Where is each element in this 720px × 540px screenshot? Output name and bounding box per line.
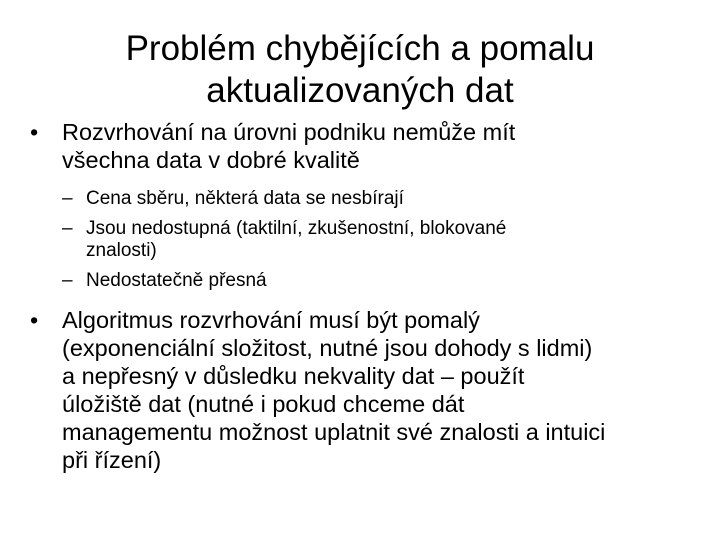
slide-title-line: aktualizovaných dat	[206, 71, 514, 110]
bullet-item	[28, 118, 708, 174]
sub-item	[28, 270, 708, 292]
slide-body	[28, 118, 708, 474]
sub-item-text-line: Cena sběru, některá data se nesbírají	[86, 188, 404, 209]
bullet-item	[28, 306, 708, 474]
bullet-text-line: Rozvrhování na úrovni podniku nemůže mít	[62, 119, 516, 145]
dash-icon: –	[62, 218, 73, 239]
sub-item-text-line: znalosti)	[86, 240, 157, 261]
bullet-text-line: a nepřesný v důsledku nekvality dat – použít	[62, 363, 525, 389]
bullet-text-line: úložiště dat (nutné i pokud chceme dát	[62, 391, 465, 417]
slide-title	[60, 28, 660, 112]
sub-list	[28, 188, 708, 292]
bullet-text-line: (exponenciální složitost, nutné jsou dohody s lidmi)	[62, 335, 593, 361]
sub-item	[28, 218, 708, 262]
bullet-icon: •	[30, 119, 39, 145]
bullet-icon: •	[30, 307, 39, 333]
sub-item-text-line: Jsou nedostupná (taktilní, zkušenostní, blokované	[86, 218, 507, 239]
sub-item-text-line: Nedostatečně přesná	[86, 270, 267, 291]
bullet-text-line: managementu možnost uplatnit své znalosti a intuici	[62, 419, 606, 445]
bullet-text-line: všechna data v dobré kvalitě	[62, 147, 360, 173]
sub-item	[28, 188, 708, 210]
bullet-text-line: Algoritmus rozvrhování musí být pomalý	[62, 307, 480, 333]
bullet-text-line: při řízení)	[62, 447, 162, 473]
dash-icon: –	[62, 270, 73, 291]
slide-title-line: Problém chybějících a pomalu	[125, 29, 595, 68]
dash-icon: –	[62, 188, 73, 209]
